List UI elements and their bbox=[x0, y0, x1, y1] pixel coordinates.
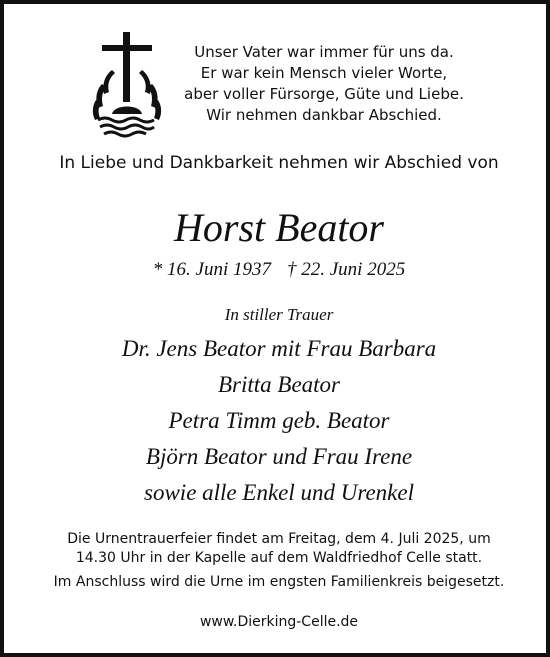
ceremony-info bbox=[4, 530, 550, 592]
verse-line: Er war kein Mensch vieler Worte, bbox=[200, 64, 448, 82]
death-date: † 22. Juni 2025 bbox=[287, 259, 406, 280]
mourning-label: In stiller Trauer bbox=[224, 305, 334, 324]
ceremony-line: 14.30 Uhr in der Kapelle auf dem Waldfriedhof Celle statt. bbox=[75, 550, 483, 566]
ceremony-line: Die Urnentrauerfeier findet am Freitag, dem 4. Juli 2025, um bbox=[67, 531, 491, 547]
burial-line: Im Anschluss wird die Urne im engsten Familienkreis beigesetzt. bbox=[53, 574, 505, 590]
mourners-list bbox=[4, 331, 550, 511]
website-link[interactable]: www.Dierking-Celle.de bbox=[199, 614, 359, 630]
mourner-line: Björn Beator und Frau Irene bbox=[145, 444, 413, 469]
life-dates bbox=[4, 258, 550, 282]
mourner-line: sowie alle Enkel und Urenkel bbox=[144, 480, 414, 505]
intro-text: In Liebe und Dankbarkeit nehmen wir Abschied von bbox=[59, 153, 499, 173]
verse bbox=[174, 42, 474, 126]
verse-line: Wir nehmen dankbar Abschied. bbox=[206, 106, 442, 124]
verse-line: Unser Vater war immer für uns da. bbox=[194, 43, 454, 61]
mourner-line: Dr. Jens Beator mit Frau Barbara bbox=[121, 336, 437, 361]
cross-sunrise-icon bbox=[92, 32, 162, 140]
mourner-line: Britta Beator bbox=[217, 372, 341, 397]
verse-line: aber voller Fürsorge, Güte und Liebe. bbox=[184, 85, 464, 103]
birth-date: * 16. Juni 1937 bbox=[152, 259, 271, 280]
mourner-line: Petra Timm geb. Beator bbox=[168, 408, 390, 433]
deceased-name: Horst Beator bbox=[174, 205, 384, 250]
